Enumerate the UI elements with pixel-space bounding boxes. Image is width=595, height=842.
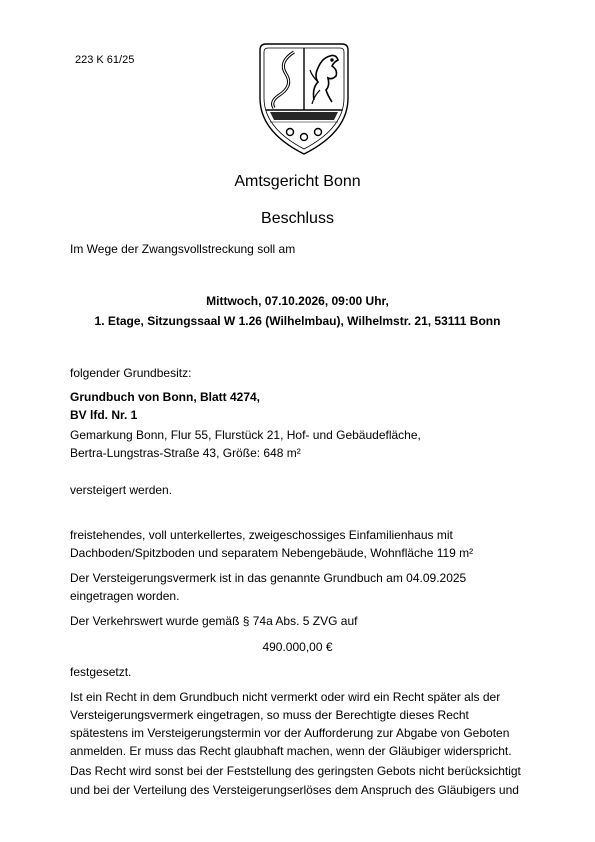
- coat-of-arms-emblem: [256, 40, 352, 158]
- rights-paragraph-line: Ist ein Recht in dem Grundbuch nicht vermerkt oder wird ein Recht später als der: [70, 690, 501, 704]
- market-value: 490.000,00 €: [262, 640, 333, 654]
- registration-note-line: eingetragen worden.: [70, 589, 180, 603]
- decision-title: Beschluss: [261, 210, 334, 227]
- parcel-line: Gemarkung Bonn, Flur 55, Flurstück 21, Hof- und Gebäudefläche,: [70, 428, 421, 442]
- property-description-line: freistehendes, voll unterkellertes, zweigeschossiges Einfamilienhaus mit: [70, 528, 453, 542]
- rights-paragraph-line: spätestens im Versteigerungstermin vor der Aufforderung zur Abgabe von Geboten: [70, 726, 510, 740]
- intro-text: Im Wege der Zwangsvollstreckung soll am: [70, 242, 296, 256]
- case-number: 223 K 61/25: [75, 54, 135, 66]
- parcel-line: Bertra-Lungstras-Straße 43, Größe: 648 m²: [70, 446, 301, 460]
- auction-statement: versteigert werden.: [70, 483, 173, 497]
- property-intro: folgender Grundbesitz:: [70, 366, 192, 380]
- rights-paragraph-line: anmelden. Er muss das Recht glaubhaft machen, wenn der Gläubiger widerspricht.: [70, 744, 512, 758]
- inventory-number: BV lfd. Nr. 1: [70, 408, 138, 422]
- land-register: Grundbuch von Bonn, Blatt 4274,: [70, 390, 261, 404]
- rights-paragraph-line: Das Recht wird sonst bei der Feststellung des geringsten Gebots nicht berücksichtigt: [70, 764, 521, 778]
- appointment-location: 1. Etage, Sitzungssaal W 1.26 (Wilhelmbau), Wilhelmstr. 21, 53111 Bonn: [94, 314, 501, 328]
- court-name: Amtsgericht Bonn: [234, 173, 361, 190]
- market-value-outro: festgesetzt.: [70, 665, 132, 679]
- rights-paragraph-line: und bei der Verteilung des Versteigerungserlöses dem Anspruch des Gläubigers und: [70, 783, 519, 797]
- market-value-intro: Der Verkehrswert wurde gemäß § 74a Abs. 5 ZVG auf: [70, 614, 358, 628]
- appointment-datetime: Mittwoch, 07.10.2026, 09:00 Uhr,: [206, 294, 389, 308]
- rights-paragraph-line: Versteigerungsvermerk eingetragen, so muss der Berechtigte dieses Recht: [70, 708, 469, 722]
- registration-note-line: Der Versteigerungsvermerk ist in das genannte Grundbuch am 04.09.2025: [70, 571, 467, 585]
- property-description-line: Dachboden/Spitzboden und separatem Nebengebäude, Wohnfläche 119 m²: [70, 546, 474, 560]
